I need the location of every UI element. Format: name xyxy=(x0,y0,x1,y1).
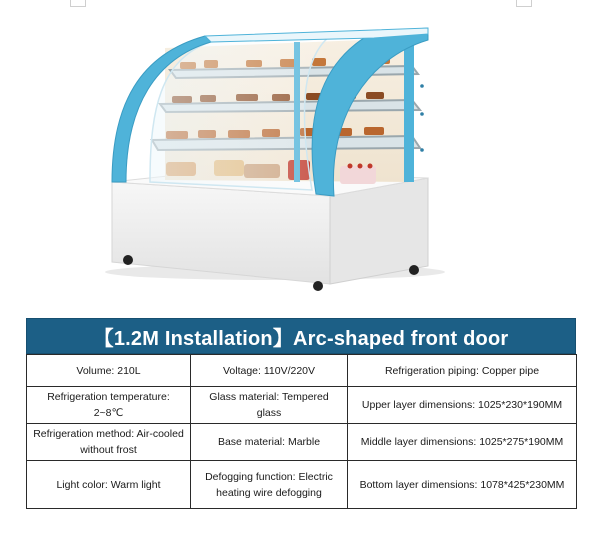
frame-screws xyxy=(420,84,424,152)
spec-refrigeration-method: Refrigeration method: Air-cooled without frost xyxy=(27,424,191,461)
spec-base-material: Base material: Marble xyxy=(191,424,348,461)
spec-refrigeration-temperature: Refrigeration temperature: 2~8℃ xyxy=(27,387,191,424)
table-row xyxy=(27,355,577,387)
base-cabinet xyxy=(112,172,428,284)
spec-volume: Volume: 210L xyxy=(27,355,191,387)
spec-voltage: Voltage: 110V/220V xyxy=(191,355,348,387)
banner-title: 【1.2M Installation】Arc-shaped front door xyxy=(26,318,576,354)
spec-refrigeration-piping: Refrigeration piping: Copper pipe xyxy=(348,355,577,387)
table-row xyxy=(27,461,577,509)
spec-panel xyxy=(26,318,576,498)
table-row xyxy=(27,424,577,461)
spec-light-color: Light color: Warm light xyxy=(27,461,191,509)
spec-defogging-function: Defogging function: Electric heating wire defogging xyxy=(191,461,348,509)
spec-bottom-layer-dimensions: Bottom layer dimensions: 1078*425*230MM xyxy=(348,461,577,509)
spec-middle-layer-dimensions: Middle layer dimensions: 1025*275*190MM xyxy=(348,424,577,461)
spec-upper-layer-dimensions: Upper layer dimensions: 1025*230*190MM xyxy=(348,387,577,424)
spec-glass-material: Glass material: Tempered glass xyxy=(191,387,348,424)
spec-table xyxy=(26,354,577,509)
table-row xyxy=(27,387,577,424)
